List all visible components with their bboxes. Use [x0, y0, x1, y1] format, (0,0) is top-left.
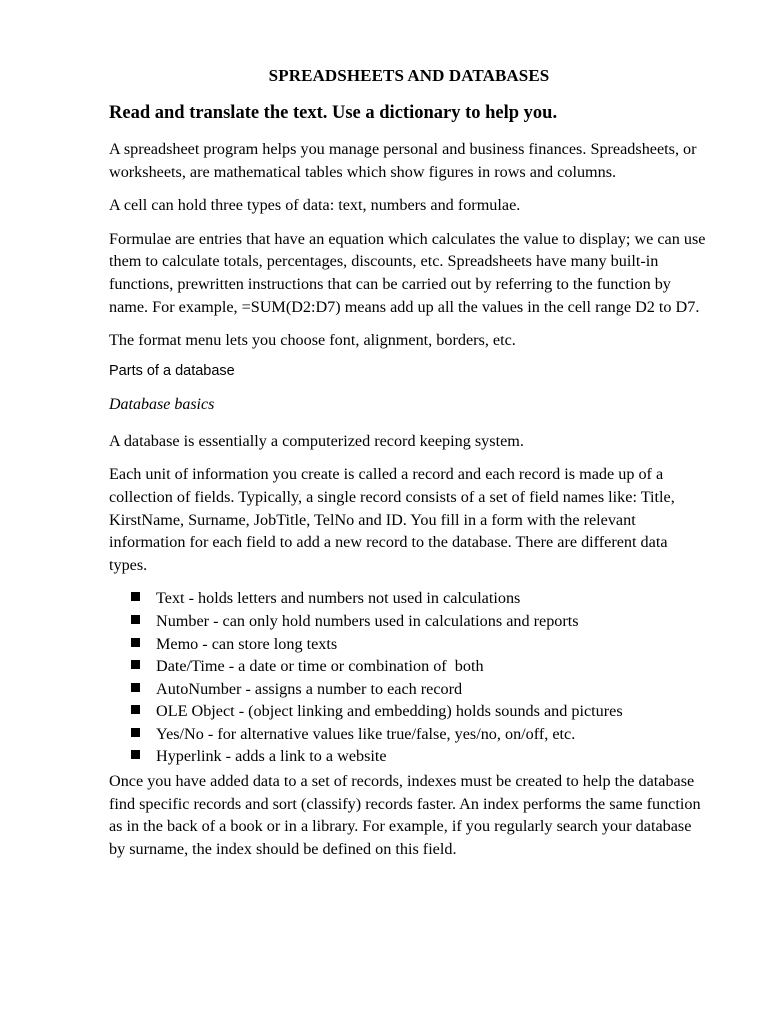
bullet-icon	[131, 705, 140, 714]
paragraph-formulae: Formulae are entries that have an equation which calculates the value to display; we can use them to calculate totals, percentages, discounts, etc. Spreadsheets have many built-in functions, prewritten instructions that can be carried out by referring to the function by name. For example, =SUM(D2:D7) means add up all the values in the cell range D2 to D7.	[109, 229, 706, 316]
document-title: SPREADSHEETS AND DATABASES	[268, 66, 550, 85]
list-item-text: Text - holds letters and numbers not used in calculations	[156, 589, 521, 608]
list-item-text: Yes/No - for alternative values like true/false, yes/no, on/off, etc.	[156, 724, 576, 743]
list-item-text: AutoNumber - assigns a number to each record	[156, 679, 463, 698]
bullet-icon	[131, 728, 140, 737]
list-item-text: Memo - can store long texts	[156, 634, 338, 653]
list-item	[131, 655, 709, 678]
bullet-icon	[131, 638, 140, 647]
list-item	[131, 745, 709, 768]
list-item	[131, 633, 709, 656]
instruction-heading: Read and translate the text. Use a dictionary to help you.	[109, 103, 558, 123]
paragraph-database-definition: A database is essentially a computerized record keeping system.	[109, 431, 524, 450]
list-item-text: Hyperlink - adds a link to a website	[156, 747, 387, 766]
list-item	[131, 678, 709, 701]
list-item	[131, 587, 709, 610]
bullet-icon	[131, 615, 140, 624]
list-item-text: Number - can only hold numbers used in calculations and reports	[156, 611, 579, 630]
document-page	[109, 66, 709, 871]
list-item-text: Date/Time - a date or time or combination of both	[156, 657, 484, 676]
list-item	[131, 700, 709, 723]
paragraph-records-fields: Each unit of information you create is called a record and each record is made up of a collection of fields. Typically, a single record consists of a set of field names like: Title, KirstName, Surname, JobTitle, TelNo and ID. You fill in a form with the relevant information for each field to add a new record to the database. There are different data types.	[109, 465, 675, 574]
section-heading: Parts of a database	[109, 362, 235, 379]
bullet-icon	[131, 660, 140, 669]
bullet-icon	[131, 683, 140, 692]
paragraph-cell-types: A cell can hold three types of data: text, numbers and formulae.	[109, 196, 521, 215]
paragraph-format-menu: The format menu lets you choose font, alignment, borders, etc.	[109, 331, 516, 350]
bullet-icon	[131, 592, 140, 601]
list-item-text: OLE Object - (object linking and embedding) holds sounds and pictures	[156, 702, 623, 721]
bullet-icon	[131, 750, 140, 759]
list-item	[131, 610, 709, 633]
data-types-list	[109, 587, 709, 768]
list-item	[131, 723, 709, 746]
subsection-heading: Database basics	[109, 395, 215, 413]
paragraph-indexes: Once you have added data to a set of records, indexes must be created to help the database find specific records and sort (classify) records faster. An index performs the same function as in the back of a book or in a library. For example, if you regularly search your database by surname, the index should be defined on this field.	[109, 772, 701, 858]
paragraph-spreadsheet-intro: A spreadsheet program helps you manage personal and business finances. Spreadsheets, or worksheets, are mathematical tables which show figures in rows and columns.	[109, 140, 697, 181]
